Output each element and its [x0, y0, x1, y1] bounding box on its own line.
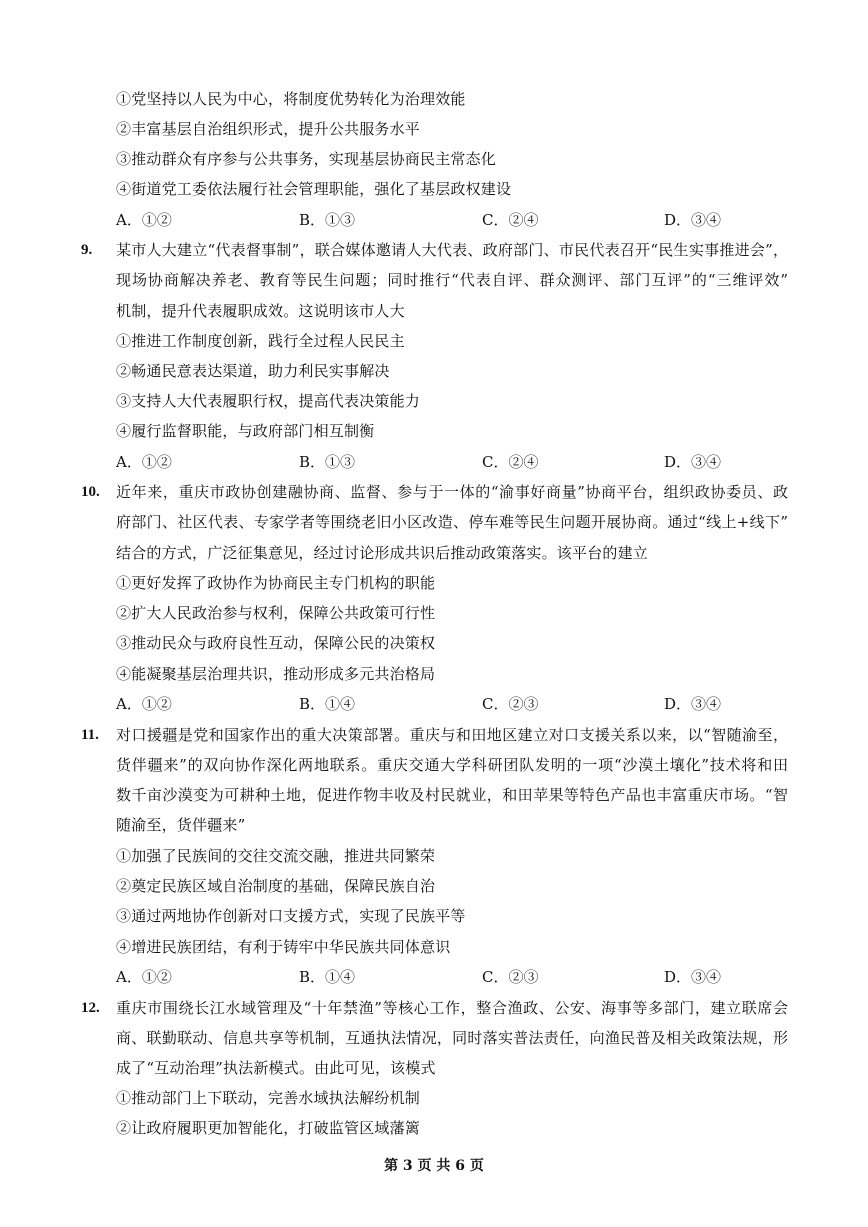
- q9-option-b[interactable]: B．①③: [299, 453, 356, 471]
- q9-option-d[interactable]: D．③④: [664, 453, 722, 471]
- q12-stem-line-3: 成了“互动治理”执法新模式。由此可见，该模式: [116, 1059, 436, 1077]
- q8-item-4: ④街道党工委依法履行社会管理职能，强化了基层政权建设: [116, 180, 512, 198]
- q11-option-c[interactable]: C．②③: [482, 968, 539, 986]
- q10-stem-line-2: 府部门、社区代表、专家学者等围绕老旧小区改造、停车难等民生问题开展协商。通过“线上+线下”: [116, 513, 788, 531]
- q11-options: [116, 967, 756, 987]
- q12-stem-line-2: 商、联勤联动、信息共享等机制，互通执法情况，同时落实普法责任，向渔民普及相关政策法规，形: [116, 1029, 788, 1047]
- q10-option-c[interactable]: C．②③: [482, 695, 539, 713]
- q11-option-d[interactable]: D．③④: [664, 968, 722, 986]
- q9-option-c[interactable]: C．②④: [482, 453, 539, 471]
- q10-item-3: ③推动民众与政府良性互动，保障公民的决策权: [116, 634, 436, 652]
- q11-stem-line-1: 对口援疆是党和国家作出的重大决策部署。重庆与和田地区建立对口支援关系以来，以“智随渝至，: [116, 726, 788, 744]
- q8-options: [116, 210, 756, 230]
- q9-item-2: ②畅通民意表达渠道，助力利民实事解决: [116, 362, 390, 380]
- q9-option-a[interactable]: A．①②: [116, 453, 172, 471]
- q12-item-2: ②让政府履职更加智能化，打破监管区域藩篱: [116, 1119, 421, 1137]
- q9-item-3: ③支持人大代表履职行权，提高代表决策能力: [116, 392, 421, 410]
- q8-item-1: ①党坚持以人民为中心，将制度优势转化为治理效能: [116, 90, 466, 108]
- q11-option-b[interactable]: B．①④: [299, 968, 356, 986]
- q11-item-3: ③通过两地协作创新对口支援方式，实现了民族平等: [116, 907, 466, 925]
- q11-number: 11.: [81, 727, 99, 743]
- q12-item-1: ①推动部门上下联动，完善水域执法解纷机制: [116, 1089, 421, 1107]
- q10-number: 10.: [81, 484, 100, 500]
- q10-item-1: ①更好发挥了政协作为协商民主专门机构的职能: [116, 574, 436, 592]
- q11-item-4: ④增进民族团结，有利于铸牢中华民族共同体意识: [116, 938, 451, 956]
- q9-item-4: ④履行监督职能，与政府部门相互制衡: [116, 422, 375, 440]
- q11-item-1: ①加强了民族间的交往交流交融，推进共同繁荣: [116, 847, 436, 865]
- q11-stem-line-4: 随渝至，货伴疆来”: [116, 816, 246, 834]
- q10-stem-line-1: 近年来，重庆市政协创建融协商、监督、参与于一体的“渝事好商量”协商平台，组织政协委员、政: [116, 483, 788, 501]
- q9-item-1: ①推进工作制度创新，践行全过程人民民主: [116, 332, 405, 350]
- q11-stem-line-3: 数千亩沙漠变为可耕种土地，促进作物丰收及村民就业，和田苹果等特色产品也丰富重庆市场。“智: [116, 786, 788, 804]
- q8-option-b[interactable]: B．①③: [299, 211, 356, 229]
- q10-option-b[interactable]: B．①④: [299, 695, 356, 713]
- q11-stem-line-2: 货伴疆来”的双向协作深化两地联系。重庆交通大学科研团队发明的一项“沙漠土壤化”技术将和田: [116, 756, 788, 774]
- q8-item-2: ②丰富基层自治组织形式，提升公共服务水平: [116, 120, 421, 138]
- q10-stem-line-3: 结合的方式，广泛征集意见，经过讨论形成共识后推动政策落实。该平台的建立: [116, 544, 649, 562]
- q10-item-2: ②扩大人民政治参与权利，保障公共政策可行性: [116, 604, 436, 622]
- q9-stem-line-3: 机制，提升代表履职成效。这说明该市人大: [116, 302, 405, 320]
- q10-options: [116, 694, 756, 714]
- q8-option-c[interactable]: C．②④: [482, 211, 539, 229]
- q10-item-4: ④能凝聚基层治理共识，推动形成多元共治格局: [116, 665, 436, 683]
- q10-option-a[interactable]: A．①②: [116, 695, 172, 713]
- q8-option-d[interactable]: D．③④: [664, 211, 722, 229]
- q11-item-2: ②奠定民族区域自治制度的基础，保障民族自治: [116, 877, 436, 895]
- q9-stem-line-1: 某市人大建立“代表督事制”，联合媒体邀请人大代表、政府部门、市民代表召开“民生实事推进会”，: [116, 241, 788, 259]
- q9-stem-line-2: 现场协商解决养老、教育等民生问题；同时推行“代表自评、群众测评、部门互评”的“三维评效”: [116, 271, 788, 289]
- page-footer: 第 3 页 共 6 页: [384, 1158, 484, 1174]
- q8-item-3: ③推动群众有序参与公共事务，实现基层协商民主常态化: [116, 150, 497, 168]
- q9-options: [116, 452, 756, 472]
- q8-option-a[interactable]: A．①②: [116, 211, 172, 229]
- q12-stem-line-1: 重庆市围绕长江水域管理及“十年禁渔”等核心工作，整合渔政、公安、海事等多部门，建立联席会: [116, 999, 788, 1017]
- q10-option-d[interactable]: D．③④: [664, 695, 722, 713]
- q11-option-a[interactable]: A．①②: [116, 968, 172, 986]
- q9-number: 9.: [81, 242, 93, 258]
- q12-number: 12.: [81, 1000, 100, 1016]
